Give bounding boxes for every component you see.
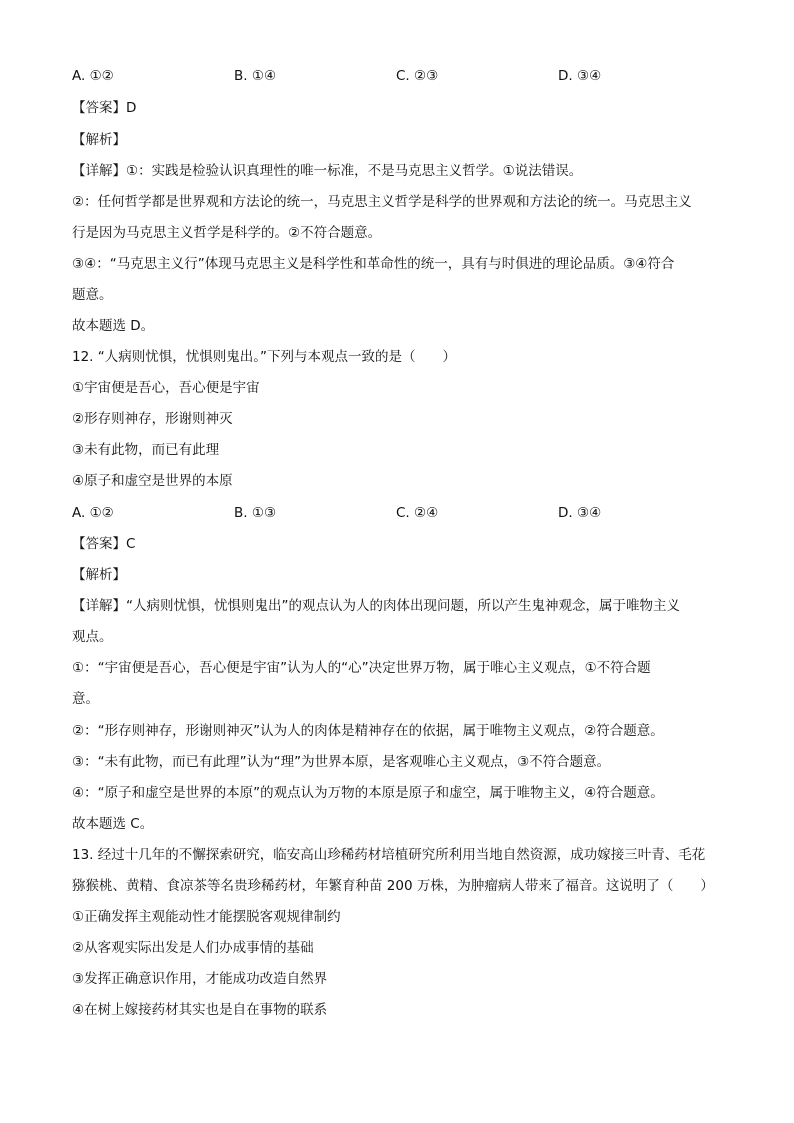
q12-item: ②形存则神存，形谢则神灭 xyxy=(72,411,233,427)
q11-detail-line: ③④：“马克思主义行”体现马克思主义是科学性和革命性的统一，具有与时俱进的理论品质。③④符合 xyxy=(72,256,675,272)
q12-stem: 12. “人病则忧惧，忧惧则鬼出。”下列与本观点一致的是（ ） xyxy=(72,349,456,365)
q11-option-d: D. ③④ xyxy=(558,68,602,84)
q11-conclusion: 故本题选 D。 xyxy=(72,318,155,334)
q12-detail-line: 观点。 xyxy=(72,629,113,645)
q12-option-c: C. ②④ xyxy=(396,505,439,521)
q11-options xyxy=(72,68,712,84)
q12-detail-line: ①：“宇宙便是吾心，吾心便是宇宙”认为人的“心”决定世界万物，属于唯心主义观点，①不符合题 xyxy=(72,660,651,676)
q12-detail-line: 【详解】“人病则忧惧，忧惧则鬼出”的观点认为人的肉体出现问题，所以产生鬼神观念，属于唯物主义 xyxy=(72,598,680,614)
q11-option-b: B. ①④ xyxy=(234,68,277,84)
q12-detail-line: ④：“原子和虚空是世界的本原”的观点认为万物的本原是原子和虚空，属于唯物主义，④符合题意。 xyxy=(72,785,664,801)
q13-item: ③发挥正确意识作用，才能成功改造自然界 xyxy=(72,971,328,987)
q12-item: ③未有此物，而已有此理 xyxy=(72,442,220,458)
q12-detail-line: 意。 xyxy=(72,691,99,707)
q12-conclusion: 故本题选 C。 xyxy=(72,816,154,832)
q12-detail-line: ②：“形存则神存，形谢则神灭”认为人的肉体是精神存在的依据，属于唯物主义观点，②符合题意。 xyxy=(72,723,664,739)
q12-analysis-label: 【解析】 xyxy=(72,567,126,583)
q12-item: ①宇宙便是吾心，吾心便是宇宙 xyxy=(72,380,260,396)
q11-detail-line: 【详解】①：实践是检验认识真理性的唯一标准，不是马克思主义哲学。①说法错误。 xyxy=(72,163,583,179)
q11-detail-line: 题意。 xyxy=(72,287,113,303)
q12-answer: 【答案】C xyxy=(72,536,136,552)
q11-answer: 【答案】D xyxy=(72,100,137,116)
q11-detail-line: ②：任何哲学都是世界观和方法论的统一，马克思主义哲学是科学的世界观和方法论的统一。马克思主义 xyxy=(72,194,692,210)
q12-option-d: D. ③④ xyxy=(558,505,602,521)
q12-option-b: B. ①③ xyxy=(234,505,277,521)
q12-item: ④原子和虚空是世界的本原 xyxy=(72,473,233,489)
q12-detail-line: ③：“未有此物，而已有此理”认为“理”为世界本原，是客观唯心主义观点，③不符合题意。 xyxy=(72,754,611,770)
q11-option-a: A. ①② xyxy=(72,68,114,84)
q12-options xyxy=(72,505,712,521)
q11-option-c: C. ②③ xyxy=(396,68,439,84)
q12-option-a: A. ①② xyxy=(72,505,114,521)
q11-detail-line: 行是因为马克思主义哲学是科学的。②不符合题意。 xyxy=(72,225,382,241)
q13-item: ②从客观实际出发是人们办成事情的基础 xyxy=(72,940,314,956)
q13-stem-continued: 猕猴桃、黄精、食凉茶等名贵珍稀药材，年繁育种苗 200 万株，为肿瘤病人带来了福音。这说明了（ ） xyxy=(72,878,714,894)
q11-analysis-label: 【解析】 xyxy=(72,132,126,148)
q13-item: ④在树上嫁接药材其实也是自在事物的联系 xyxy=(72,1002,328,1018)
q13-item: ①正确发挥主观能动性才能摆脱客观规律制约 xyxy=(72,909,341,925)
q13-stem: 13. 经过十几年的不懈探索研究，临安高山珍稀药材培植研究所利用当地自然资源，成功嫁接三叶青、毛花 xyxy=(72,847,706,863)
